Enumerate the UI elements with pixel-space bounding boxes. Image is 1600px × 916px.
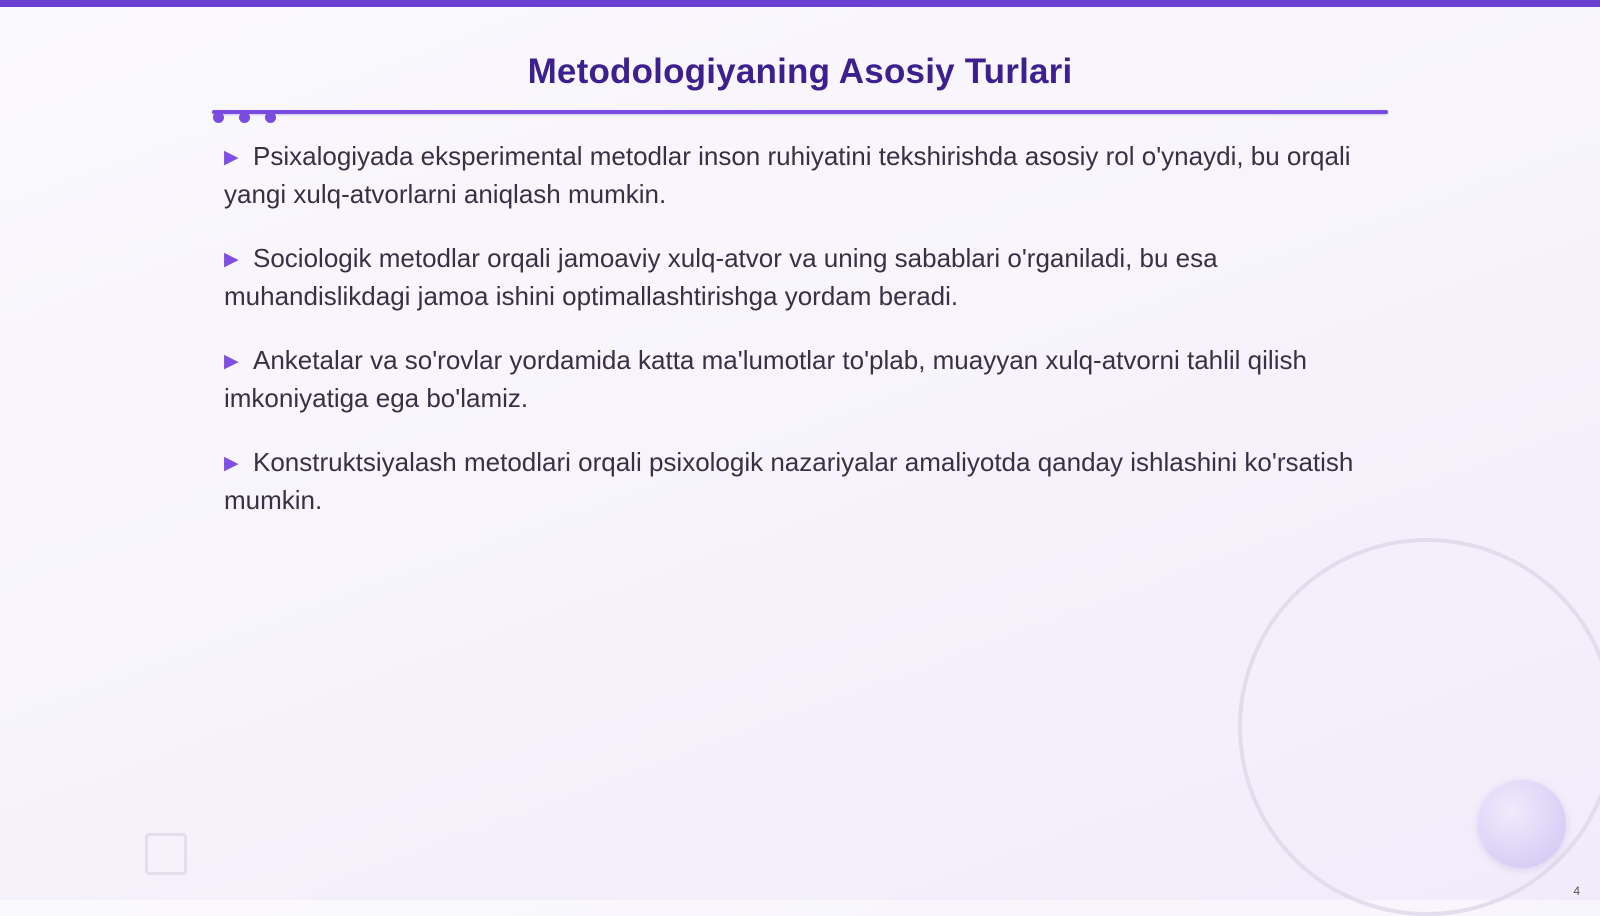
bullet-item	[224, 342, 1354, 416]
triangle-bullet-icon: ▶	[224, 453, 239, 474]
decorative-dot	[213, 112, 224, 123]
triangle-bullet-icon: ▶	[224, 249, 239, 270]
decorative-circle	[1478, 780, 1566, 868]
decorative-dot	[239, 112, 250, 123]
bullet-text: Konstruktsiyalash metodlari orqali psixologik nazariyalar amaliyotda qanday ishlashini ko'rsatish mumkin.	[224, 447, 1354, 515]
triangle-bullet-icon: ▶	[224, 147, 239, 168]
bullet-text: Psixalogiyada eksperimental metodlar inson ruhiyatini tekshirishda asosiy rol o'ynaydi, bu orqali yangi xulq-atvorlarni aniqlash mumkin.	[224, 141, 1351, 209]
title-underline	[212, 110, 1388, 114]
bullet-text: Anketalar va so'rovlar yordamida katta ma'lumotlar to'plab, muayyan xulq-atvorni tahlil qilish imkoniyatiga ega bo'lamiz.	[224, 345, 1307, 413]
bullet-text: Sociologik metodlar orqali jamoaviy xulq-atvor va uning sabablari o'rganiladi, bu esa muhandislikdagi jamoa ishini optimallashtirishga yordam beradi.	[224, 243, 1218, 311]
decorative-dot	[265, 112, 276, 123]
bullet-list	[224, 138, 1354, 546]
page-number: 4	[1573, 884, 1580, 898]
slide-title: Metodologiyaning Asosiy Turlari	[527, 52, 1073, 91]
top-accent-bar	[0, 0, 1600, 7]
bullet-item	[224, 444, 1354, 518]
triangle-bullet-icon: ▶	[224, 351, 239, 372]
decorative-square	[145, 833, 187, 875]
bullet-item	[224, 138, 1354, 212]
bullet-item	[224, 240, 1354, 314]
